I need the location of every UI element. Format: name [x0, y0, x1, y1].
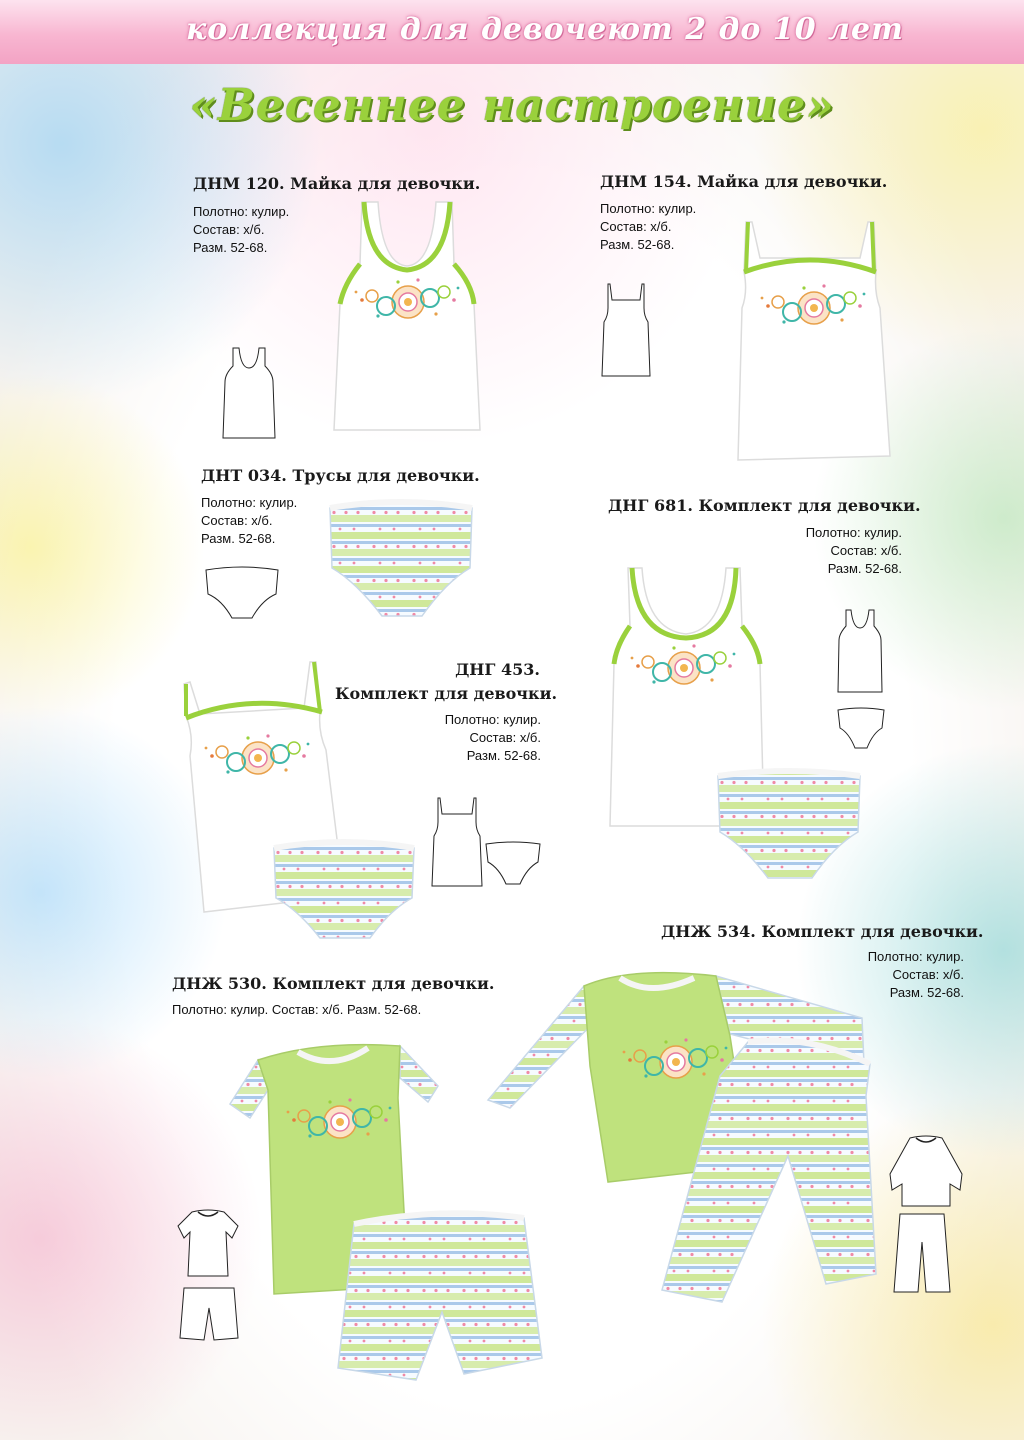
pajama-top-sketch-dnzh534 — [886, 1134, 966, 1210]
spec-size: Разм. 52-68. — [600, 237, 675, 252]
spec-fabric: Полотно: кулир. — [201, 495, 298, 510]
tshirt-sketch-dnzh530 — [176, 1208, 240, 1280]
spec-size: Разм. 52-68. — [827, 561, 902, 576]
pajama-pants-sketch-dnzh534 — [892, 1212, 952, 1296]
product-specs-dnt034 — [201, 494, 297, 548]
product-title-dnm154: ДНМ 154. Майка для девочки. — [600, 172, 888, 191]
briefs-photo-dng681 — [714, 768, 864, 884]
camisole-sketch-dnm154 — [600, 282, 652, 380]
spec-composition: Состав: х/б. — [193, 222, 265, 237]
product-title-dnm120: ДНМ 120. Майка для девочки. — [193, 174, 481, 193]
tank-top-sketch-dng681 — [836, 608, 884, 696]
product-title-dng453: ДНГ 453. — [455, 660, 540, 679]
spec-size: Разм. 52-68. — [889, 985, 964, 1000]
tank-top-sketch-dnm120 — [221, 346, 277, 442]
product-specs-dng453 — [380, 711, 541, 765]
spec-fabric: Полотно: кулир. — [805, 525, 902, 540]
band-collection-text: коллекция для девочек — [186, 12, 629, 47]
briefs-sketch-dng453 — [484, 840, 542, 888]
product-specs-dnzh530: Полотно: кулир. Состав: х/б. Разм. 52-68. — [172, 1002, 422, 1017]
product-title-dnt034: ДНТ 034. Трусы для девочки. — [201, 466, 480, 485]
band-age-text: от 2 до 10 лет — [620, 12, 904, 47]
shorts-photo-dnzh530 — [336, 1208, 546, 1384]
spec-fabric: Полотно: кулир. — [444, 712, 541, 727]
tank-top-photo-dnm120 — [322, 194, 492, 444]
spec-size: Разм. 52-68. — [201, 531, 276, 546]
spec-fabric: Полотно: кулир. — [193, 204, 290, 219]
briefs-photo-dnt034 — [326, 498, 476, 626]
product-title-dnzh530: ДНЖ 530. Комплект для девочки. — [172, 974, 495, 993]
page-title: «Весеннее настроение» — [189, 80, 835, 131]
product-specs-dnm154 — [600, 200, 696, 254]
briefs-sketch-dng681 — [836, 706, 886, 752]
spec-composition: Состав: х/б. — [600, 219, 672, 234]
pajama-pants-photo-dnzh534 — [660, 1036, 880, 1308]
briefs-photo-dng453 — [270, 838, 418, 944]
product-title-dnzh534: ДНЖ 534. Комплект для девочки. — [661, 922, 984, 941]
spec-size: Разм. 52-68. — [466, 748, 541, 763]
camisole-sketch-dng453 — [430, 796, 484, 890]
spec-composition: Состав: х/б. — [201, 513, 273, 528]
briefs-sketch-dnt034 — [204, 564, 280, 624]
shorts-sketch-dnzh530 — [178, 1286, 240, 1344]
product-specs-dnm120 — [193, 203, 289, 257]
spec-fabric: Полотно: кулир. — [600, 201, 697, 216]
spec-composition: Состав: х/б. — [830, 543, 902, 558]
spec-composition: Состав: х/б. — [892, 967, 964, 982]
spec-fabric: Полотно: кулир. — [867, 949, 964, 964]
camisole-photo-dnm154 — [724, 212, 894, 468]
product-title-dng681: ДНГ 681. Комплект для девочки. — [608, 496, 921, 515]
spec-composition: Состав: х/б. — [469, 730, 541, 745]
spec-size: Разм. 52-68. — [193, 240, 268, 255]
product-subtitle-dng453: Комплект для девочки. — [335, 684, 558, 703]
